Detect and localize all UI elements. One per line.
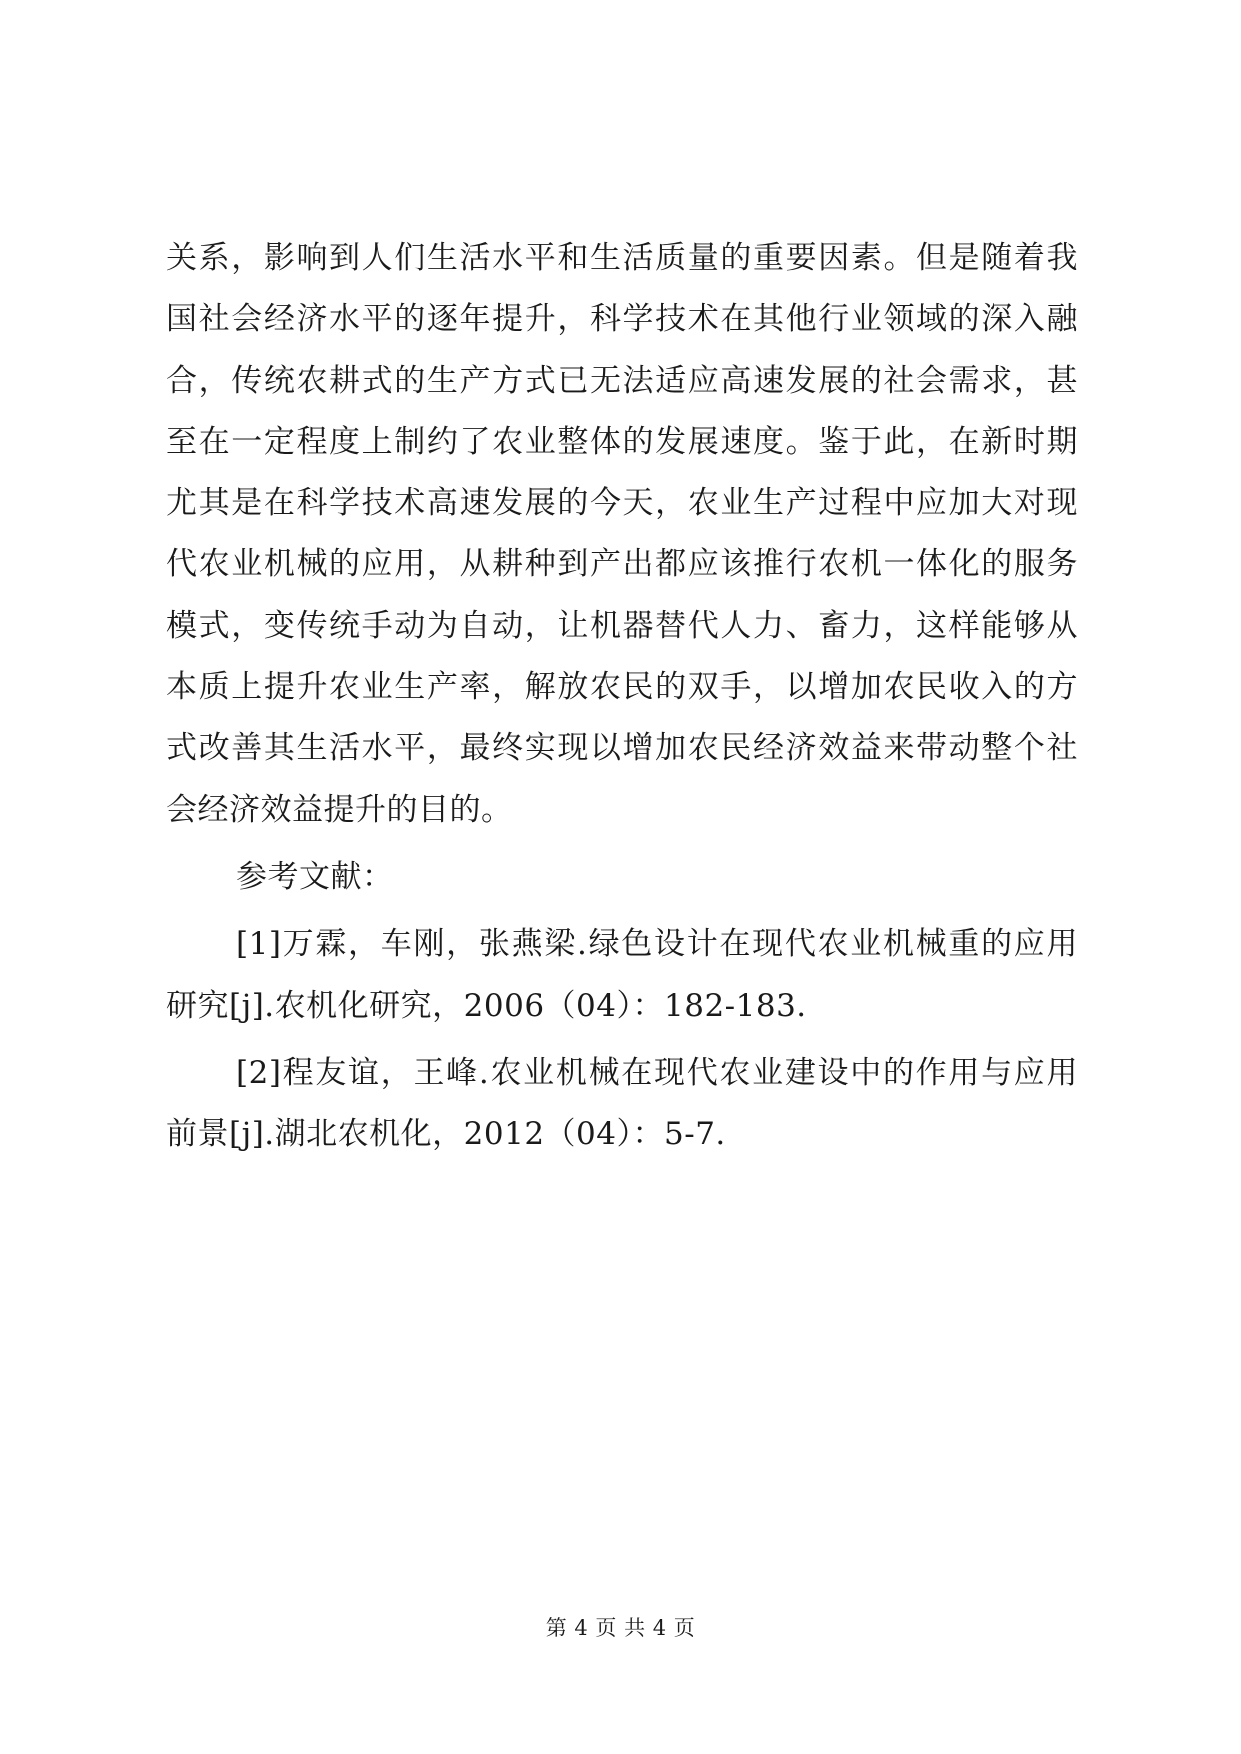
paragraph-line: 至在一定程度上制约了农业整体的发展速度。鉴于此，在新时期 <box>166 423 1078 460</box>
paragraph-line: 模式，变传统手动为自动，让机器替代人力、畜力，这样能够从 <box>166 607 1078 644</box>
reference-line: [1]万霖，车刚，张燕梁.绿色设计在现代农业机械重的应用 <box>236 926 1078 963</box>
paragraph-line: 国社会经济水平的逐年提升，科学技术在其他行业领域的深入融 <box>166 301 1078 338</box>
reference-line: 研究[j].农机化研究，2006（04）：182-183. <box>166 987 807 1024</box>
reference-item <box>166 1043 1078 1166</box>
references-heading: 参考文献： <box>236 858 394 895</box>
paragraph-line: 式改善其生活水平，最终实现以增加农民经济效益来带动整个社 <box>166 730 1078 767</box>
paragraph-line: 代农业机械的应用，从耕种到产出都应该推行农机一体化的服务 <box>166 546 1078 583</box>
main-paragraph <box>166 228 1078 841</box>
reference-item <box>166 914 1078 1037</box>
paragraph-line: 会经济效益提升的目的。 <box>166 791 513 828</box>
document-body <box>166 228 1078 1165</box>
paragraph-line: 本质上提升农业生产率，解放农民的双手，以增加农民收入的方 <box>166 669 1078 706</box>
page-number: 第 4 页 共 4 页 <box>545 1616 696 1640</box>
paragraph-line: 关系，影响到人们生活水平和生活质量的重要因素。但是随着我 <box>166 240 1078 276</box>
paragraph-line: 尤其是在科学技术高速发展的今天，农业生产过程中应加大对现 <box>166 485 1078 522</box>
reference-line: [2]程友谊，王峰.农业机械在现代农业建设中的作用与应用 <box>236 1054 1078 1091</box>
reference-line: 前景[j].湖北农机化，2012（04）：5-7. <box>166 1116 726 1153</box>
paragraph-line: 合，传统农耕式的生产方式已无法适应高速发展的社会需求，甚 <box>166 362 1078 399</box>
page-footer <box>0 1612 1241 1642</box>
references-section <box>166 847 1078 1165</box>
